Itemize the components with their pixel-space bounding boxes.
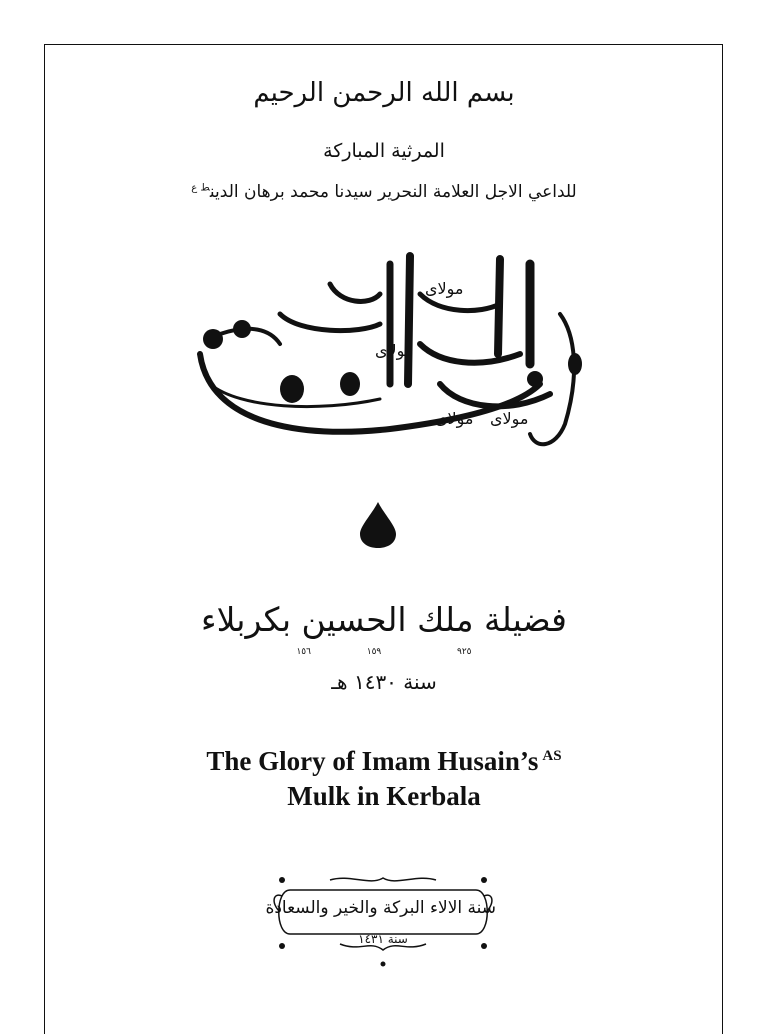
teardrop-icon [358,500,398,550]
author-line [0,182,768,202]
as-superscript: AS [542,748,562,764]
motto-text: سنة الالاء البركة والخير والسعادة [265,898,496,918]
calligraphy-word: مولاى [490,409,529,428]
bismillah-calligraphy: بسم الله الرحمن الرحيم [253,78,515,108]
year-motto-cartouche [265,872,496,972]
calligraphy-word: مولاى [425,279,464,298]
calligraphy-word: مولاى [375,341,414,360]
title-number: ١٥٩ [366,647,382,657]
author-honorific: ط ع [191,182,210,194]
arabic-title-numbers [0,647,768,657]
arabic-year: سنة ١٤٣٠ هـ [331,670,437,694]
author-name: للداعي الاجل العلامة النحرير سيدنا محمد برهان الدين [209,182,577,202]
marsiya-title-calligraphy [180,234,590,464]
title-number: ٩٢٥ [457,647,472,657]
arabic-title: فضيلة ملك الحسين بكربلاء [201,600,567,639]
ornamental-frame-icon [265,872,496,972]
title-number: ١٥٦ [296,647,311,657]
english-title-text: The Glory of Imam Husain’s [206,746,539,776]
motto-year: سنة ١٤٣١ [358,932,408,946]
marsiya-label: المرثية المباركة [323,140,445,162]
calligraphy-word: مولاى [435,409,474,428]
english-title-line-2: Mulk in Kerbala [287,781,481,811]
english-title-line-1 [0,737,768,780]
